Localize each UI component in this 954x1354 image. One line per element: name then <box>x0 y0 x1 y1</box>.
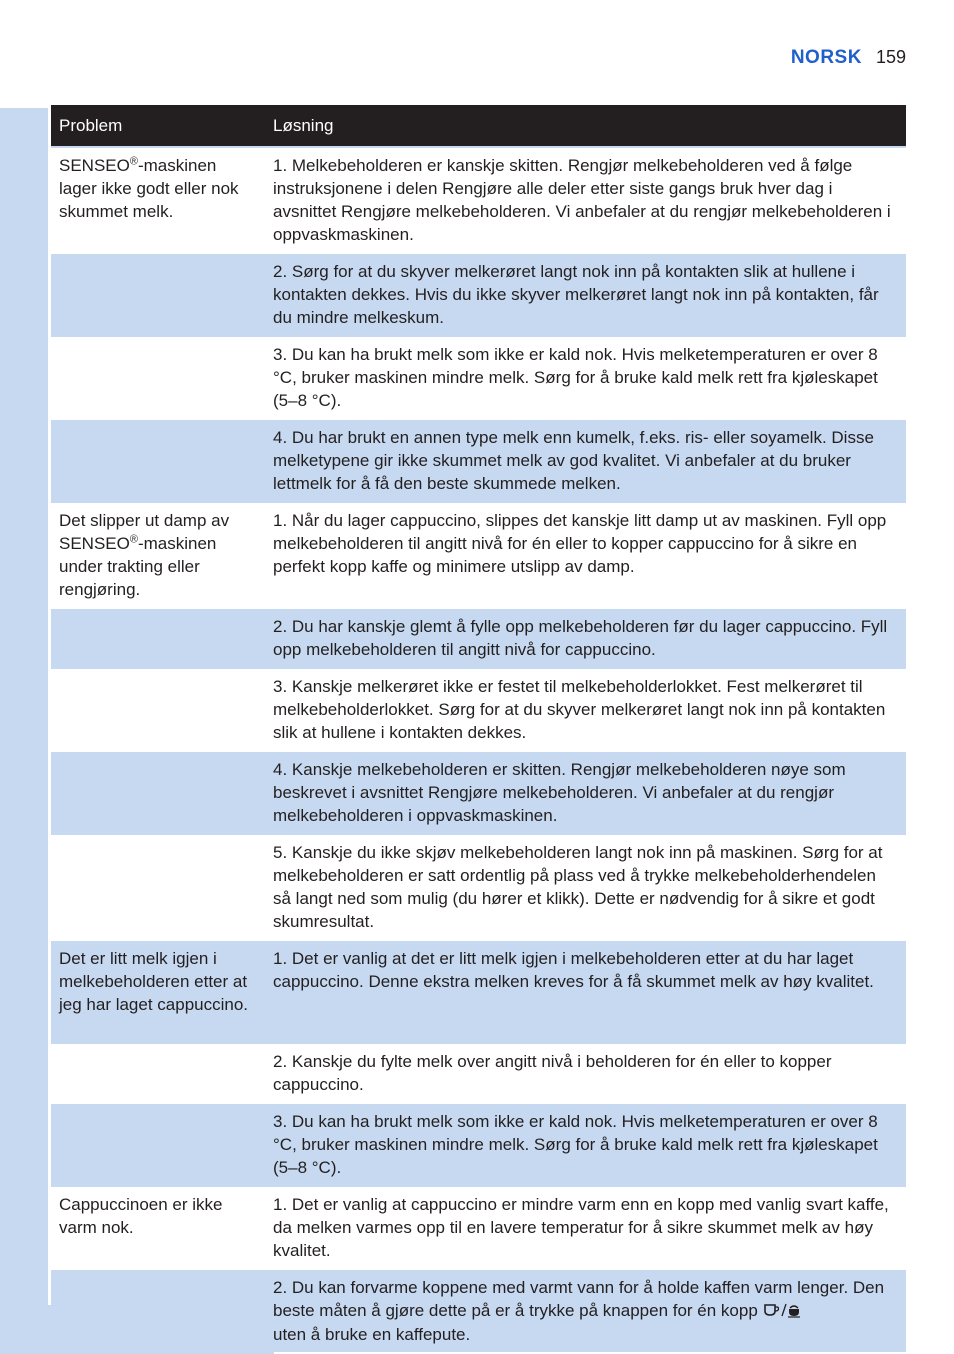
problem-cell <box>51 667 265 750</box>
column-header-problem: Problem <box>51 105 265 146</box>
problem-cell: Det slipper ut damp av SENSEO®-maskinen under trakting eller rengjøring. <box>51 501 265 607</box>
table-row <box>51 1102 906 1185</box>
table-row <box>51 335 906 418</box>
table-row <box>51 252 906 335</box>
solution-cell: 4. Du har brukt en annen type melk enn kumelk, f.eks. ris- eller soyamelk. Disse melketypene gir ikke skummet melk av god kvalitet. Vi anbefaler at du bruker lettmelk for å få den beste skummede melken. <box>265 418 906 501</box>
page-number: 159 <box>875 47 906 67</box>
table-row <box>51 833 906 939</box>
one-cup-button-icon <box>763 1300 801 1323</box>
language-label: NORSK <box>790 47 862 68</box>
table-row <box>51 1042 906 1102</box>
problem-cell <box>51 1042 265 1102</box>
solution-cell: 4. Kanskje melkebeholderen er skitten. Rengjør melkebeholderen nøye som beskrevet i avsnittet Rengjøre melkebeholderen. Vi anbefaler at du rengjør melkebeholderen i oppvaskmaskinen. <box>265 750 906 833</box>
solution-cell: 2. Du kan forvarme koppene med varmt vann for å holde kaffen varm lenger. Den beste måten å gjøre dette på er å trykke på knappen for én kopp uten å bruke en kaffepute. <box>265 1268 906 1352</box>
problem-cell <box>51 833 265 939</box>
registered-mark: ® <box>129 155 138 168</box>
problem-cell: Det er litt melk igjen i melkebeholderen etter at jeg har laget cappuccino. <box>51 939 265 1042</box>
solution-cell: 1. Når du lager cappuccino, slippes det kanskje litt damp ut av maskinen. Fyll opp melkebeholderen til angitt nivå for én eller to kopper cappuccino for å sikre en perfekt kopp kaffe og minimere utslipp av damp. <box>265 501 906 607</box>
table-header-row <box>51 105 906 146</box>
troubleshooting-table <box>51 105 906 1352</box>
solution-cell: 3. Du kan ha brukt melk som ikke er kald nok. Hvis melketemperaturen er over 8 °C, bruker maskinen mindre melk. Sørg for å bruke kald melk rett fra kjøleskapet (5–8 °C). <box>265 1102 906 1185</box>
problem-cell <box>51 418 265 501</box>
table-row <box>51 667 906 750</box>
solution-cell: 1. Det er vanlig at det er litt melk igjen i melkebeholderen etter at du har laget cappuccino. Denne ekstra melken kreves for å få skummet melk av høy kvalitet. <box>265 939 906 1042</box>
problem-cell <box>51 1102 265 1185</box>
column-header-solution: Løsning <box>265 105 906 146</box>
table-row <box>51 501 906 607</box>
solution-cell: 5. Kanskje du ikke skjøv melkebeholderen langt nok inn på maskinen. Sørg for at melkebeholderen er satt ordentlig på plass ved å trykke melkebeholderhendelen så langt ned som mulig (du hører et klikk). Dette er nødvendig for å sikre et godt skumresultat. <box>265 833 906 939</box>
problem-cell <box>51 252 265 335</box>
table-row <box>51 418 906 501</box>
solution-cell: 3. Kanskje melkerøret ikke er festet til melkebeholderlokket. Fest melkerøret til melkebeholderlokket. Sørg for at du skyver melkerøret langt nok inn på kontakten slik at hullene i kontakten dekkes. <box>265 667 906 750</box>
problem-cell <box>51 750 265 833</box>
problem-cell: SENSEO®-maskinen lager ikke godt eller nok skummet melk. <box>51 146 265 252</box>
solution-cell: 3. Du kan ha brukt melk som ikke er kald nok. Hvis melketemperaturen er over 8 °C, bruker maskinen mindre melk. Sørg for å bruke kald melk rett fra kjøleskapet (5–8 °C). <box>265 335 906 418</box>
table-row <box>51 1185 906 1268</box>
solution-cell: 2. Kanskje du fylte melk over angitt nivå i beholderen for én eller to kopper cappuccino. <box>265 1042 906 1102</box>
solution-cell: 2. Sørg for at du skyver melkerøret langt nok inn på kontakten slik at hullene i kontakten dekkes. Hvis du ikke skyver melkerøret langt nok inn på kontakten, får du mindre melkeskum. <box>265 252 906 335</box>
sidebar-band <box>0 108 48 1354</box>
problem-cell <box>51 607 265 667</box>
solution-cell: 1. Det er vanlig at cappuccino er mindre varm enn en kopp med vanlig svart kaffe, da melken varmes opp til en lavere temperatur for å sikre skummet melk av høy kvalitet. <box>265 1185 906 1268</box>
page-header <box>791 47 906 69</box>
table-row <box>51 750 906 833</box>
registered-mark: ® <box>129 533 138 546</box>
table-row <box>51 146 906 252</box>
problem-cell: Cappuccinoen er ikke varm nok. <box>51 1185 265 1268</box>
table-row <box>51 607 906 667</box>
solution-cell: 1. Melkebeholderen er kanskje skitten. Rengjør melkebeholderen ved å følge instruksjonene i delen Rengjøre alle deler etter siste gangs bruk hver dag i avsnittet Rengjøre melkebeholderen. Vi anbefaler at du rengjør melkebeholderen i oppvaskmaskinen. <box>265 146 906 252</box>
table-row <box>51 1268 906 1352</box>
problem-cell <box>51 335 265 418</box>
solution-cell: 2. Du har kanskje glemt å fylle opp melkebeholderen før du lager cappuccino. Fyll opp melkebeholderen til angitt nivå for cappuccino. <box>265 607 906 667</box>
table-row <box>51 939 906 1042</box>
problem-cell <box>51 1268 265 1352</box>
